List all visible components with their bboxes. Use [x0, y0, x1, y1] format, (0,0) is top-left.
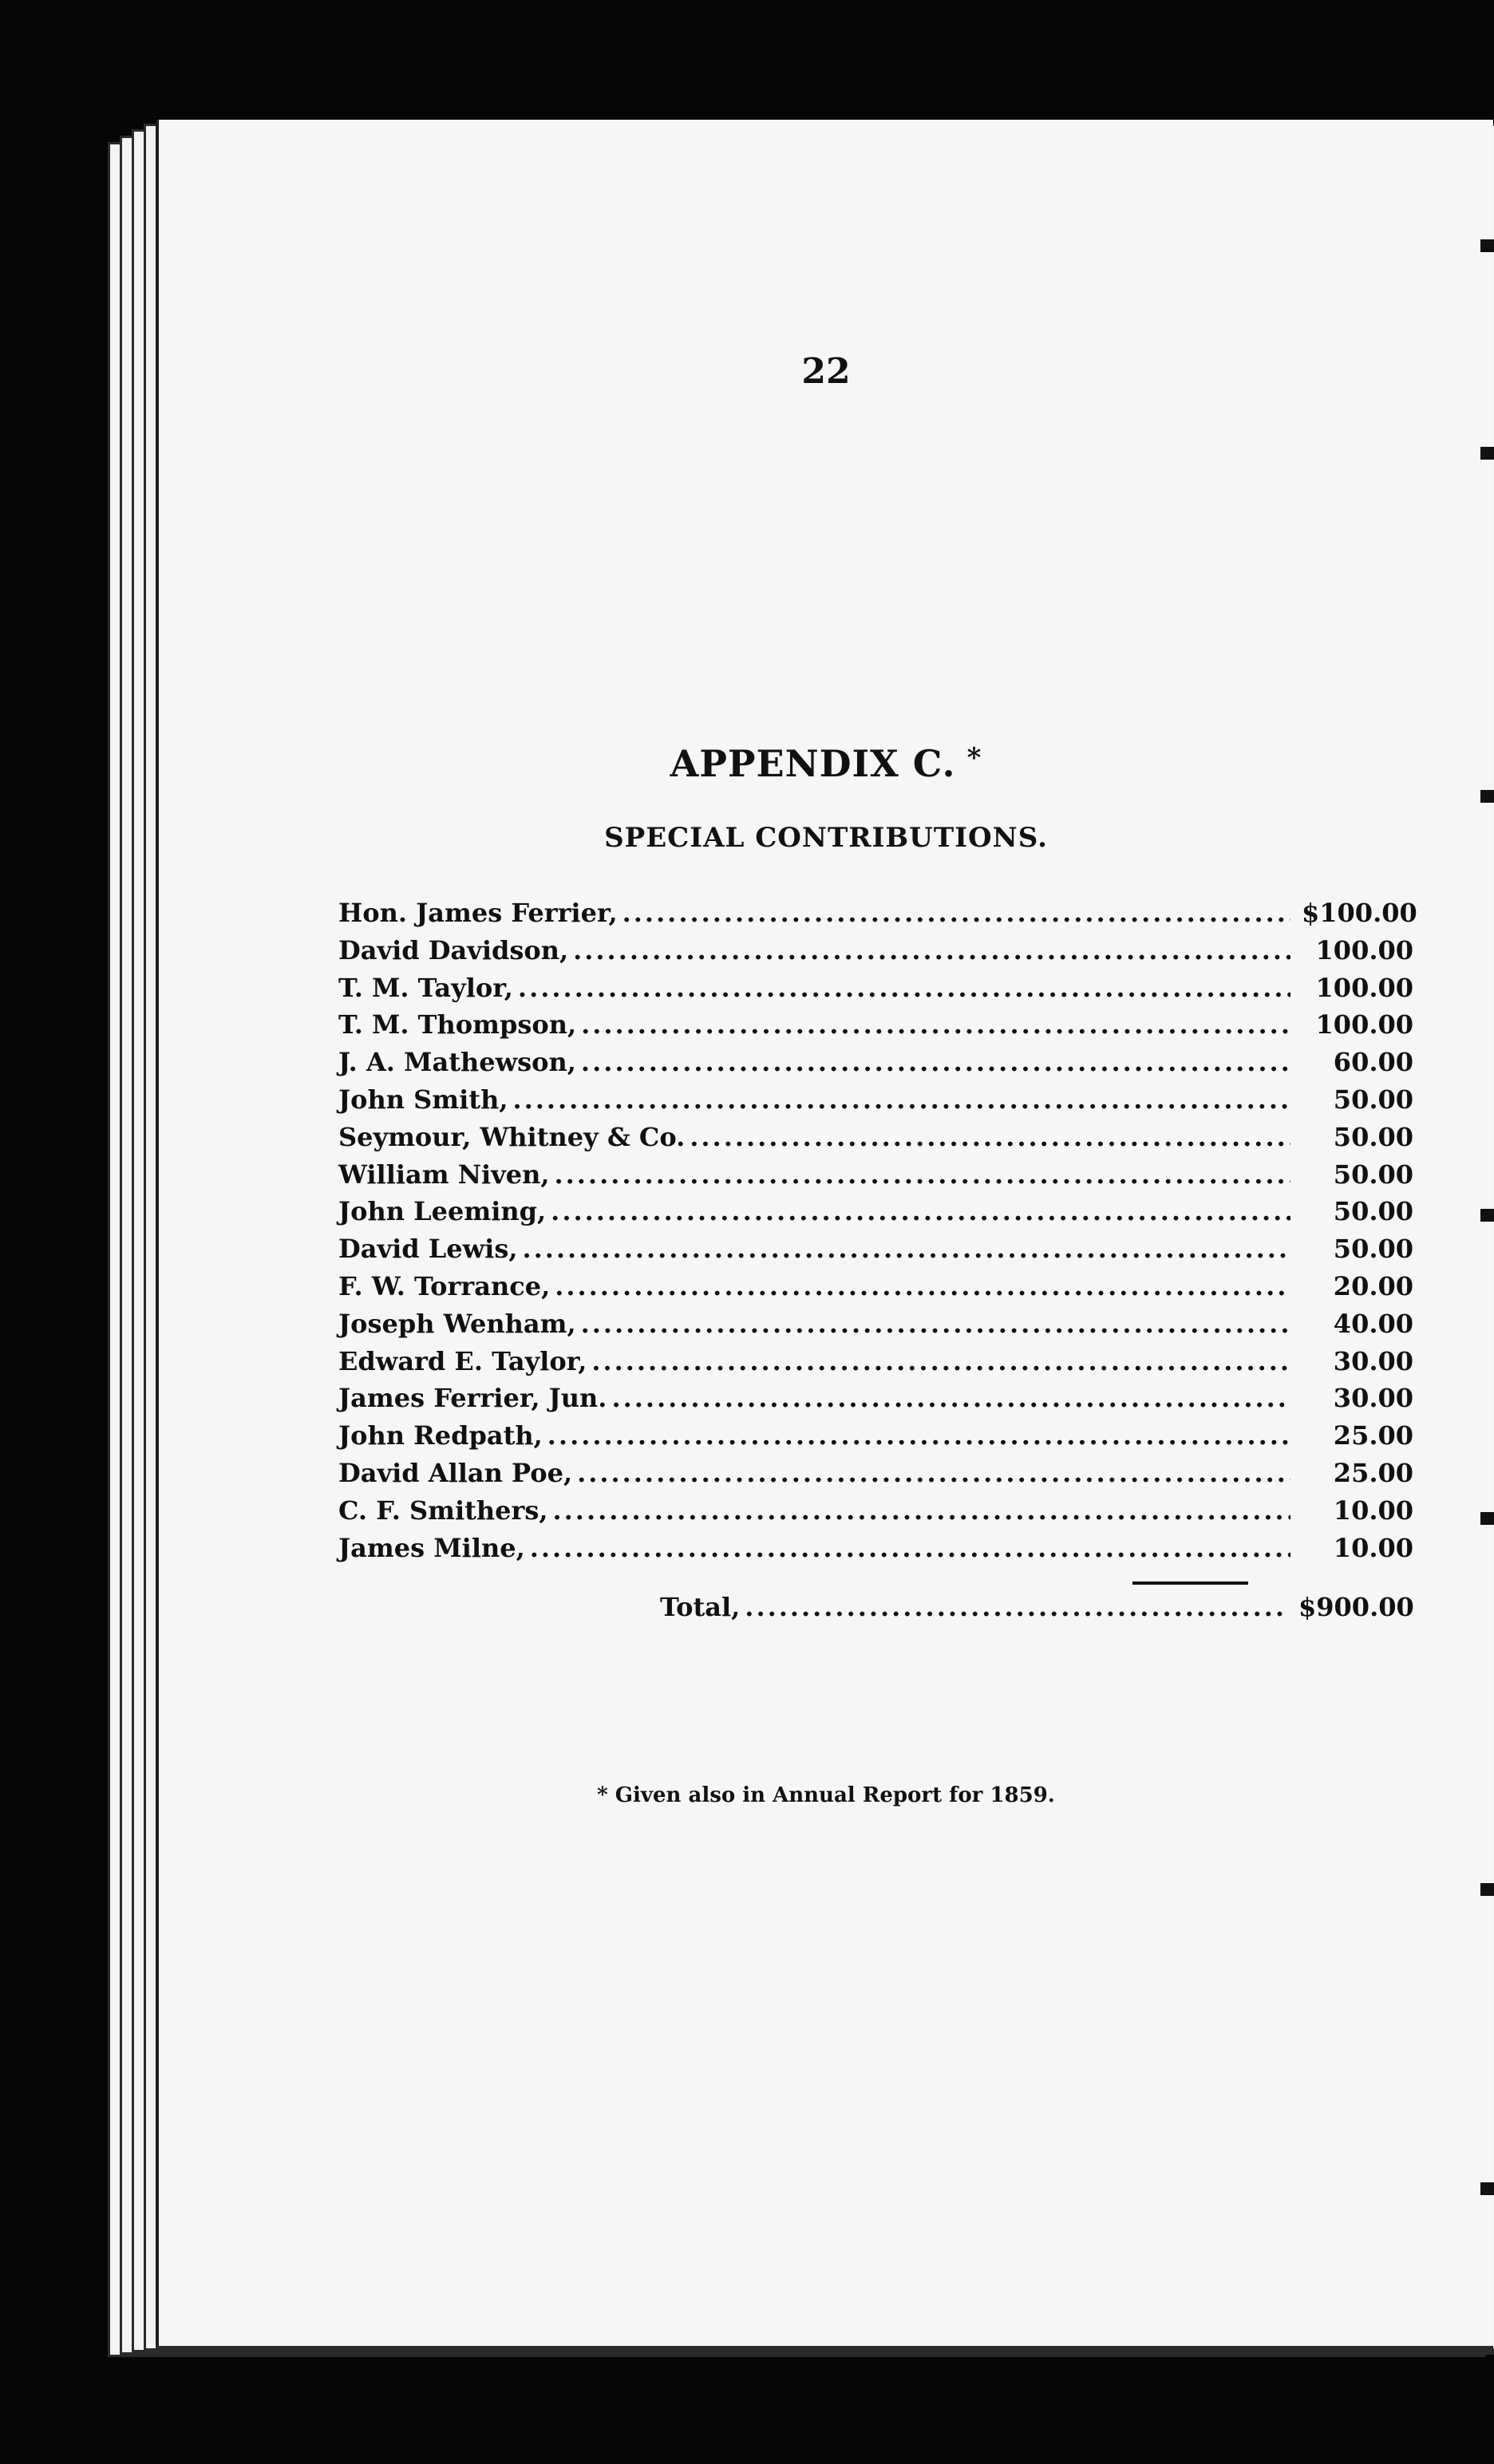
contribution-row — [338, 1271, 1413, 1309]
leader-dots — [611, 1383, 1290, 1413]
leader-dots — [581, 1009, 1290, 1040]
leader-dots — [518, 973, 1290, 1003]
contributor-name: Seymour, Whitney & Co. — [338, 1121, 686, 1152]
leader-dots — [551, 1196, 1290, 1226]
contribution-amount: 50.00 — [1333, 1196, 1413, 1227]
contribution-amount: 40.00 — [1333, 1308, 1413, 1339]
contribution-row — [338, 935, 1413, 973]
contribution-amount: 30.00 — [1333, 1383, 1413, 1414]
page-tab-mark — [1480, 790, 1494, 803]
contribution-row — [338, 1309, 1413, 1346]
contributor-name: John Redpath, — [338, 1420, 543, 1451]
leader-dots — [553, 1495, 1290, 1526]
total-label: Total, — [660, 1592, 741, 1622]
page-tab-mark — [1480, 239, 1494, 252]
contribution-row — [338, 1009, 1413, 1047]
contribution-amount: 100.00 — [1315, 972, 1413, 1003]
section-title: SPECIAL CONTRIBUTIONS. — [604, 822, 1048, 854]
contributor-name: T. M. Taylor, — [338, 972, 513, 1003]
total-amount: $900.00 — [1298, 1592, 1414, 1622]
leader-dots — [745, 1592, 1287, 1622]
contribution-amount: 50.00 — [1333, 1121, 1413, 1152]
contributor-name: David Allan Poe, — [338, 1457, 573, 1488]
contribution-row — [338, 1458, 1413, 1495]
contribution-amount: 10.00 — [1333, 1532, 1413, 1563]
contribution-amount: $100.00 — [1302, 898, 1417, 928]
contribution-row — [338, 1234, 1413, 1271]
leader-dots — [512, 1084, 1290, 1115]
contribution-row — [338, 1495, 1413, 1533]
leader-dots — [555, 1271, 1290, 1301]
contribution-row — [338, 1047, 1413, 1084]
contributor-name: T. M. Thompson, — [338, 1009, 577, 1040]
leader-dots — [555, 1159, 1291, 1190]
contribution-row — [338, 1196, 1413, 1234]
contribution-amount: 100.00 — [1315, 934, 1413, 965]
contribution-row — [338, 898, 1417, 935]
leader-dots — [581, 1309, 1290, 1339]
page-tab-mark — [1480, 1883, 1494, 1896]
contribution-row — [338, 1159, 1413, 1197]
page-tab-mark — [1480, 1512, 1494, 1525]
contribution-amount: 100.00 — [1315, 1009, 1413, 1040]
contribution-amount: 30.00 — [1333, 1345, 1413, 1376]
contribution-amount: 60.00 — [1333, 1047, 1413, 1078]
leader-dots — [581, 1047, 1290, 1077]
contributor-name: David Lewis, — [338, 1234, 518, 1265]
contributor-name: Hon. James Ferrier, — [338, 898, 618, 928]
page-number: 22 — [801, 351, 851, 392]
contribution-row — [338, 1084, 1413, 1122]
page-tab-mark — [1480, 1209, 1494, 1222]
contributor-name: Joseph Wenham, — [338, 1308, 576, 1339]
leader-dots — [573, 935, 1290, 965]
appendix-title-text: APPENDIX C. — [670, 742, 956, 785]
contribution-row — [338, 1122, 1413, 1159]
contributor-name: John Leeming, — [338, 1196, 547, 1227]
leader-dots — [547, 1420, 1290, 1451]
contributor-name: J. A. Mathewson, — [338, 1047, 576, 1078]
document-page — [156, 120, 1493, 2346]
contributor-name: John Smith, — [338, 1084, 508, 1115]
leader-dots — [690, 1122, 1290, 1152]
contribution-amount: 25.00 — [1333, 1457, 1413, 1488]
contribution-row — [338, 1383, 1413, 1420]
contribution-amount: 10.00 — [1333, 1495, 1413, 1526]
leader-dots — [577, 1458, 1290, 1488]
contribution-amount: 50.00 — [1333, 1159, 1413, 1190]
leader-dots — [591, 1346, 1290, 1376]
appendix-title — [159, 742, 1493, 785]
contribution-row — [338, 1533, 1413, 1570]
leader-dots — [622, 898, 1290, 928]
contributor-name: F. W. Torrance, — [338, 1270, 551, 1301]
contributor-name: David Davidson, — [338, 934, 569, 965]
page-tab-mark — [1480, 2182, 1494, 2195]
leader-dots — [530, 1533, 1290, 1563]
contributor-name: Edward E. Taylor, — [338, 1345, 587, 1376]
contributor-name: James Ferrier, Jun. — [338, 1383, 607, 1414]
footnote-marker: * — [966, 742, 982, 774]
contribution-amount: 20.00 — [1333, 1270, 1413, 1301]
contributions-list — [338, 898, 1417, 1570]
leader-dots — [522, 1234, 1290, 1264]
contribution-row — [338, 1420, 1413, 1458]
contributor-name: James Milne, — [338, 1532, 525, 1563]
contributor-name: William Niven, — [338, 1159, 550, 1190]
contribution-amount: 25.00 — [1333, 1420, 1413, 1451]
total-row — [660, 1592, 1414, 1622]
contribution-row — [338, 1346, 1413, 1384]
contributor-name: C. F. Smithers, — [338, 1495, 548, 1526]
contribution-amount: 50.00 — [1333, 1084, 1413, 1115]
total-rule — [1132, 1581, 1248, 1585]
page-tab-mark — [1480, 447, 1494, 460]
contribution-row — [338, 973, 1413, 1010]
contribution-amount: 50.00 — [1333, 1234, 1413, 1265]
footnote: * Given also in Annual Report for 1859. — [597, 1783, 1055, 1807]
